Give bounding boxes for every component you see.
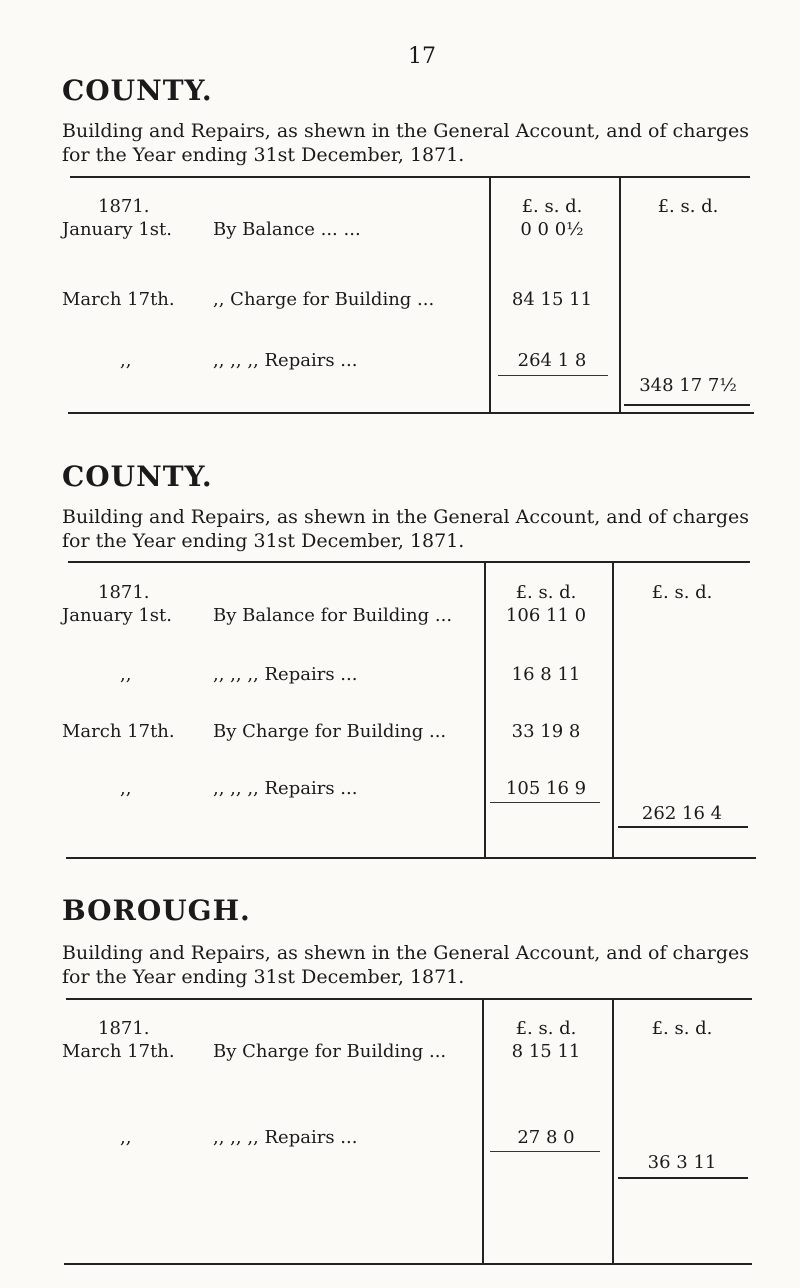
entry-amount: 33 19 8 [511,721,581,742]
section-heading: COUNTY. [62,460,213,493]
entry-date: ,, [120,664,132,685]
entry-amount: 105 16 9 [505,778,587,799]
entry-amount: 16 8 11 [511,664,581,685]
entry-description: ,, Charge for Building ... [213,289,435,310]
entry-date: March 17th. [62,721,175,742]
section-heading: COUNTY. [62,74,213,107]
column-header-amount: £. s. d. [521,196,583,217]
entry-description: ,, ,, ,, Repairs ... [213,778,358,799]
entry-amount: 0 0 0½ [520,219,584,240]
ledger-total: 348 17 7½ [639,375,737,396]
column-header-total: £. s. d. [651,582,713,603]
entry-amount: 264 1 8 [517,350,587,371]
section-intro: Building and Repairs, as shewn in the General Account, and of charges for the Year ending 31st December, 1871. [62,120,750,166]
column-header-total: £. s. d. [657,196,719,217]
entry-description: By Balance ... ... [213,219,361,240]
entry-amount: 84 15 11 [511,289,593,310]
entry-date: ,, [120,350,132,371]
entry-date: January 1st. [62,605,173,626]
entry-amount: 27 8 0 [517,1127,575,1148]
section-intro: Building and Repairs, as shewn in the General Account, and of charges for the Year ending 31st December, 1871. [62,942,750,988]
section-intro: Building and Repairs, as shewn in the General Account, and of charges for the Year ending 31st December, 1871. [62,506,750,552]
column-header-amount: £. s. d. [515,582,577,603]
column-header-amount: £. s. d. [515,1018,577,1039]
ledger-total: 262 16 4 [641,803,723,824]
entry-description: By Charge for Building ... [213,1041,447,1062]
entry-description: ,, ,, ,, Repairs ... [213,664,358,685]
entry-date: March 17th. [62,289,175,310]
entry-description: ,, ,, ,, Repairs ... [213,1127,358,1148]
entry-amount: 106 11 0 [505,605,587,626]
ledger-total: 36 3 11 [647,1152,717,1173]
entry-amount: 8 15 11 [511,1041,581,1062]
page-number: 17 [408,44,436,69]
ledger-year: 1871. [98,582,150,603]
column-header-total: £. s. d. [651,1018,713,1039]
ledger-year: 1871. [98,196,150,217]
section-heading: BOROUGH. [62,894,251,927]
entry-date: January 1st. [62,219,173,240]
entry-description: By Balance for Building ... [213,605,453,626]
entry-date: ,, [120,778,132,799]
entry-description: By Charge for Building ... [213,721,447,742]
entry-date: March 17th. [62,1041,175,1062]
entry-description: ,, ,, ,, Repairs ... [213,350,358,371]
ledger-year: 1871. [98,1018,150,1039]
entry-date: ,, [120,1127,132,1148]
